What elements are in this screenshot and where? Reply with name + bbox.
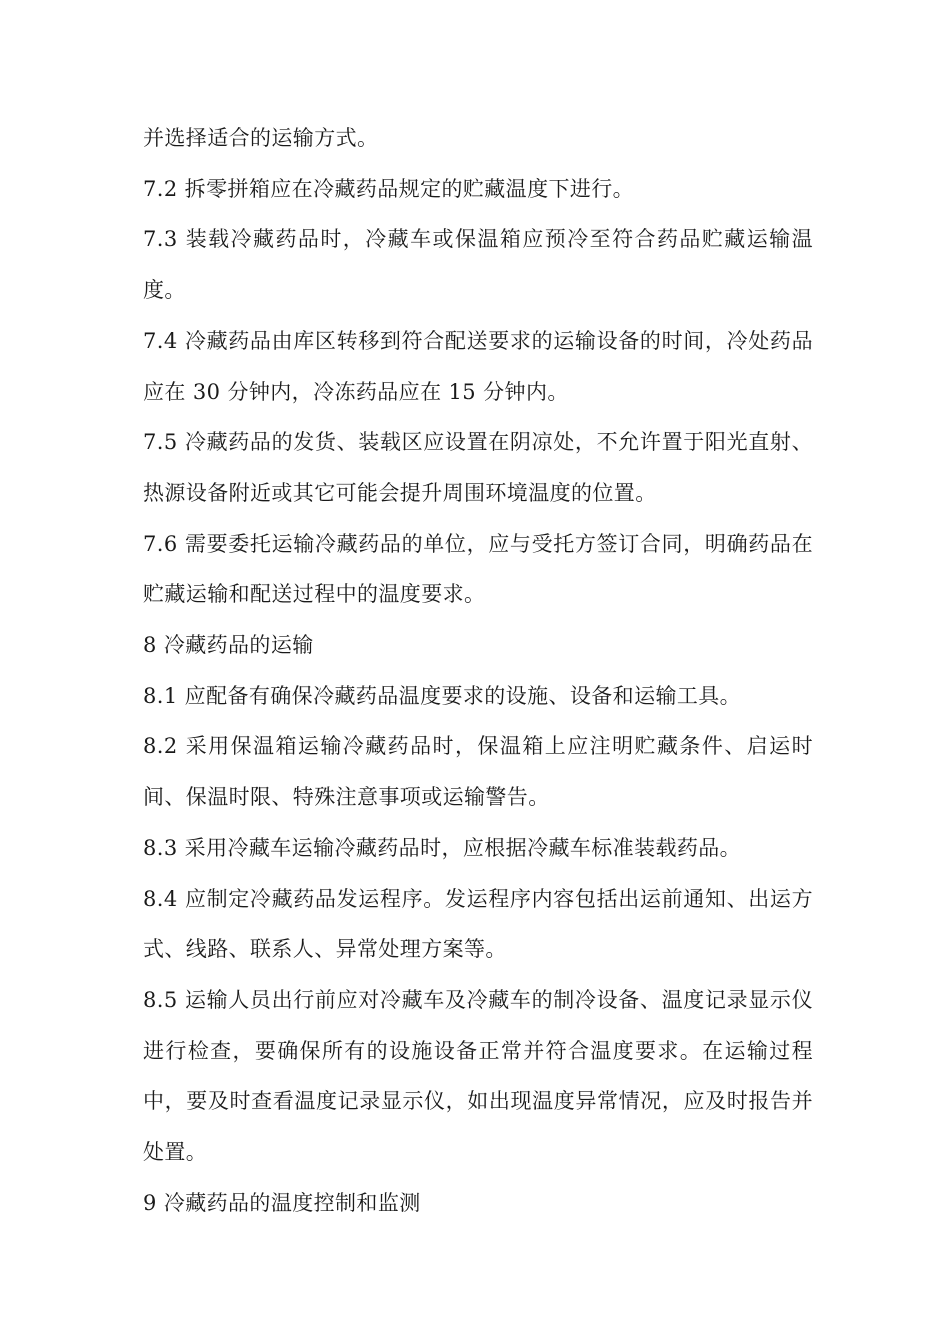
paragraph-7-2: 7.2 拆零拼箱应在冷藏药品规定的贮藏温度下进行。 [143,176,635,201]
paragraph-7-5: 7.5 冷藏药品的发货、装载区应设置在阴凉处，不允许置于阳光直射、热源设备附近或其它可能会提升周围环境温度的位置。 [143,430,813,505]
document-body [143,113,813,1228]
section-heading-9: 9 冷藏药品的温度控制和监测 [143,1190,421,1215]
paragraph-8-1: 8.1 应配备有确保冷藏药品温度要求的设施、设备和运输工具。 [143,683,742,708]
paragraph-8-4: 8.4 应制定冷藏药品发运程序。发运程序内容包括出运前通知、出运方式、线路、联系人、异常处理方案等。 [143,886,813,962]
paragraph-8-5: 8.5 运输人员出行前应对冷藏车及冷藏车的制冷设备、温度记录显示仪进行检查，要确保所有的设施设备正常并符合温度要求。在运输过程中，要及时查看温度记录显示仪，如出现温度异常情况，应及时报告并处置。 [143,987,813,1165]
paragraph-7-4: 7.4 冷藏药品由库区转移到符合配送要求的运输设备的时间，冷处药品应在 30 分钟内，冷冻药品应在 15 分钟内。 [143,328,813,404]
paragraph-7-6: 7.6 需要委托运输冷藏药品的单位，应与受托方签订合同，明确药品在贮藏运输和配送过程中的温度要求。 [143,531,813,607]
paragraph-8-3: 8.3 采用冷藏车运输冷藏药品时，应根据冷藏车标准装载药品。 [143,835,742,860]
paragraph-7-3: 7.3 装载冷藏药品时，冷藏车或保温箱应预冷至符合药品贮藏运输温度。 [143,227,813,303]
paragraph-8-2: 8.2 采用保温箱运输冷藏药品时，保温箱上应注明贮藏条件、启运时间、保温时限、特殊注意事项或运输警告。 [143,734,813,810]
paragraph-shipping-method: 并选择适合的运输方式。 [143,126,379,150]
section-heading-8: 8 冷藏药品的运输 [143,633,314,658]
